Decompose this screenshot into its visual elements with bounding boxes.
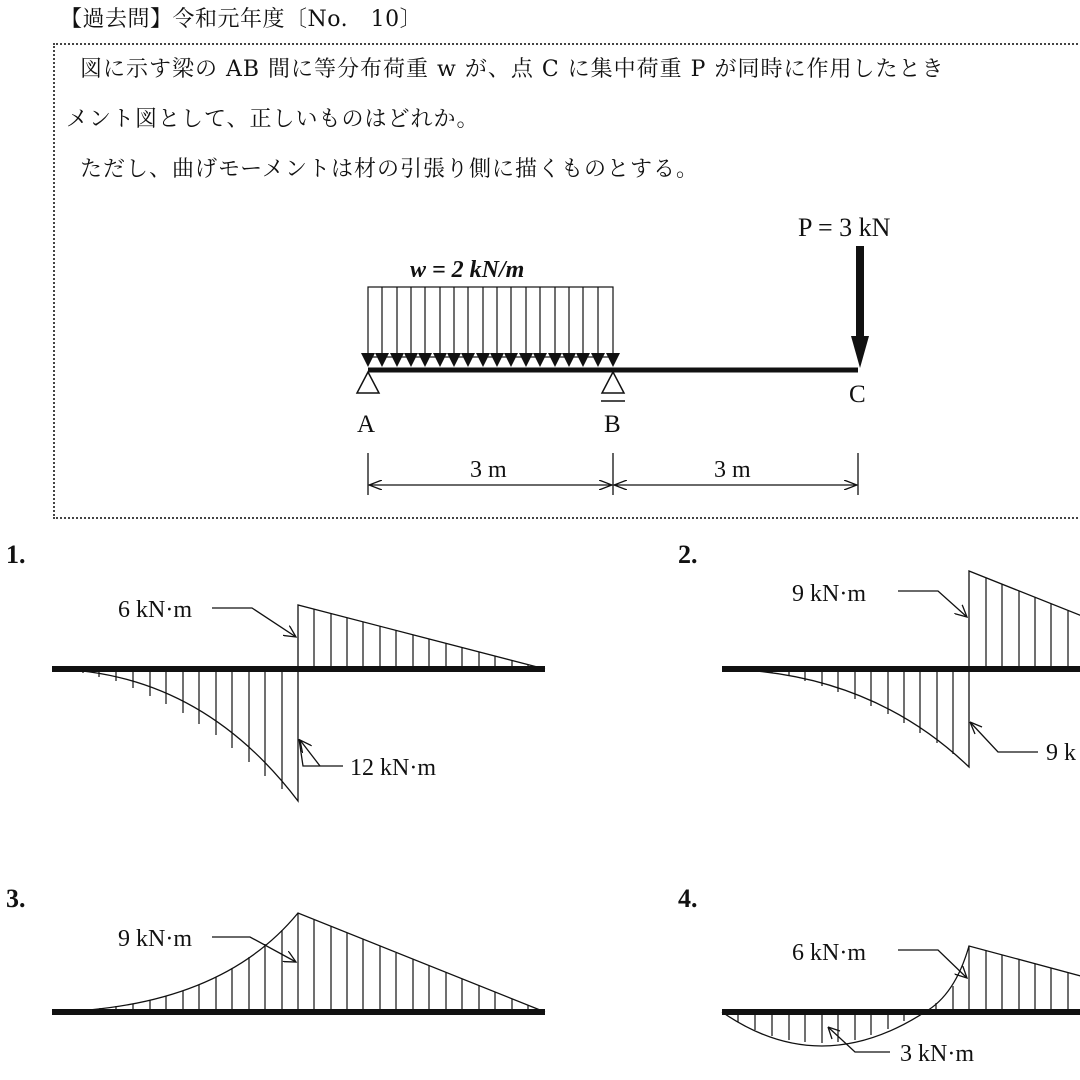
point-load-arrow-icon — [856, 246, 864, 346]
question-text-line-1: 図に示す梁の AB 間に等分布荷重 w が、点 C に集中荷重 P が同時に作用したとき — [80, 57, 945, 82]
question-text-line-2: メント図として、正しいものはどれか。 — [66, 107, 480, 132]
point-load-label: P = 3 kN — [798, 213, 891, 242]
option-3-label: 9 kN·m — [118, 926, 192, 952]
option-1-number: 1. — [6, 540, 26, 569]
option-4-number: 4. — [678, 884, 698, 913]
option-1-moment-diagram[interactable] — [52, 597, 545, 801]
option-4-moment-diagram[interactable] — [722, 940, 1080, 1067]
span-BC-label: 3 m — [714, 457, 751, 483]
point-load-arrowhead-icon — [851, 336, 869, 368]
option-4-label-bottom: 3 kN·m — [900, 1041, 974, 1067]
option-3-number: 3. — [6, 884, 26, 913]
option-4-label-top: 6 kN·m — [792, 940, 866, 966]
pin-support-A-icon — [357, 372, 379, 393]
point-A-label: A — [357, 411, 376, 438]
point-B-label: B — [604, 411, 621, 438]
option-3-moment-diagram[interactable] — [52, 913, 545, 1012]
beam-figure — [357, 213, 891, 495]
roller-support-B-icon — [602, 372, 624, 393]
question-text-line-3: ただし、曲げモーメントは材の引張り側に描くものとする。 — [80, 157, 700, 182]
option-2-label-top: 9 kN·m — [792, 581, 866, 607]
dimension-lines — [368, 453, 858, 495]
span-AB-label: 3 m — [470, 457, 507, 483]
question-title: 【過去問】令和元年度〔No. 10〕 — [60, 7, 423, 32]
option-2-label-bottom: 9 k — [1046, 740, 1076, 766]
option-2-number: 2. — [678, 540, 698, 569]
option-2-moment-diagram[interactable] — [722, 571, 1080, 767]
option-1-label-top: 6 kN·m — [118, 597, 192, 623]
distributed-load — [361, 287, 620, 367]
point-C-label: C — [849, 381, 866, 408]
option-1-label-bottom: 12 kN·m — [350, 755, 436, 781]
distributed-load-label: w = 2 kN/m — [410, 257, 525, 283]
